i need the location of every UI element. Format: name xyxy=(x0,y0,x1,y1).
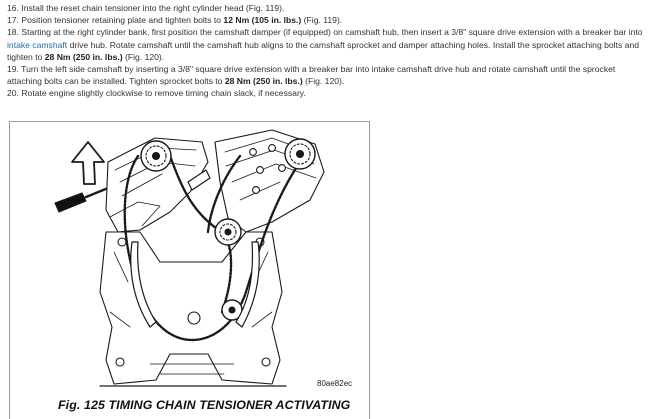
torque-spec: 28 Nm (250 in. lbs.) xyxy=(224,76,303,87)
step-s20 xyxy=(7,87,643,99)
step-text: 16. Install the reset chain tensioner into the right cylinder head (Fig. 119). xyxy=(7,3,285,13)
left-cam-sprocket xyxy=(141,141,171,171)
step-text: (Fig. 120). xyxy=(122,51,165,62)
step-text: (Fig. 120). xyxy=(302,76,345,87)
intake-camshaft-link[interactable]: intake camshaft xyxy=(7,39,68,50)
step-text: drive hub. Rotate camshaft until the camshaft hub aligns to the camshaft sprocket and damper attaching holes. Install the sprocket attaching bolts and tighten to xyxy=(7,39,639,62)
procedure-steps xyxy=(7,2,643,100)
step-text: 18. Starting at the right cylinder bank, first position the camshaft damper (if equipped) on camshaft hub, then insert a 3/8" square drive extension with a breaker bar into xyxy=(7,27,643,38)
step-s18 xyxy=(7,26,643,63)
step-text: 19. Turn the left side camshaft by inserting a 3/8" square drive extension with a breaker bar into intake camshaft drive hub and rotate camshaft until the sprocket attaching bolts can be installed. Tighten sprocket bolts to xyxy=(7,64,616,87)
torque-spec: 12 Nm (105 in. lbs.) xyxy=(223,15,302,26)
right-cam-sprocket xyxy=(285,139,315,169)
step-s17 xyxy=(7,14,643,26)
figure-code: 80ae82ec xyxy=(317,379,353,388)
step-s19 xyxy=(7,63,643,87)
step-text: (Fig. 119). xyxy=(301,15,343,26)
figure-caption: Fig. 125 TIMING CHAIN TENSIONER ACTIVATING xyxy=(58,398,351,412)
engine-diagram xyxy=(10,122,369,419)
idler-sprocket xyxy=(215,219,241,245)
rotation-arrow-icon xyxy=(72,142,104,184)
step-text: 20. Rotate engine slightly clockwise to remove timing chain slack, if necessary. xyxy=(7,88,306,99)
step-text: 17. Position tensioner retaining plate and tighten bolts to xyxy=(7,15,224,26)
torque-spec: 28 Nm (250 in. lbs.) xyxy=(44,51,123,62)
figure-frame xyxy=(9,121,370,419)
step-s16 xyxy=(7,2,643,14)
